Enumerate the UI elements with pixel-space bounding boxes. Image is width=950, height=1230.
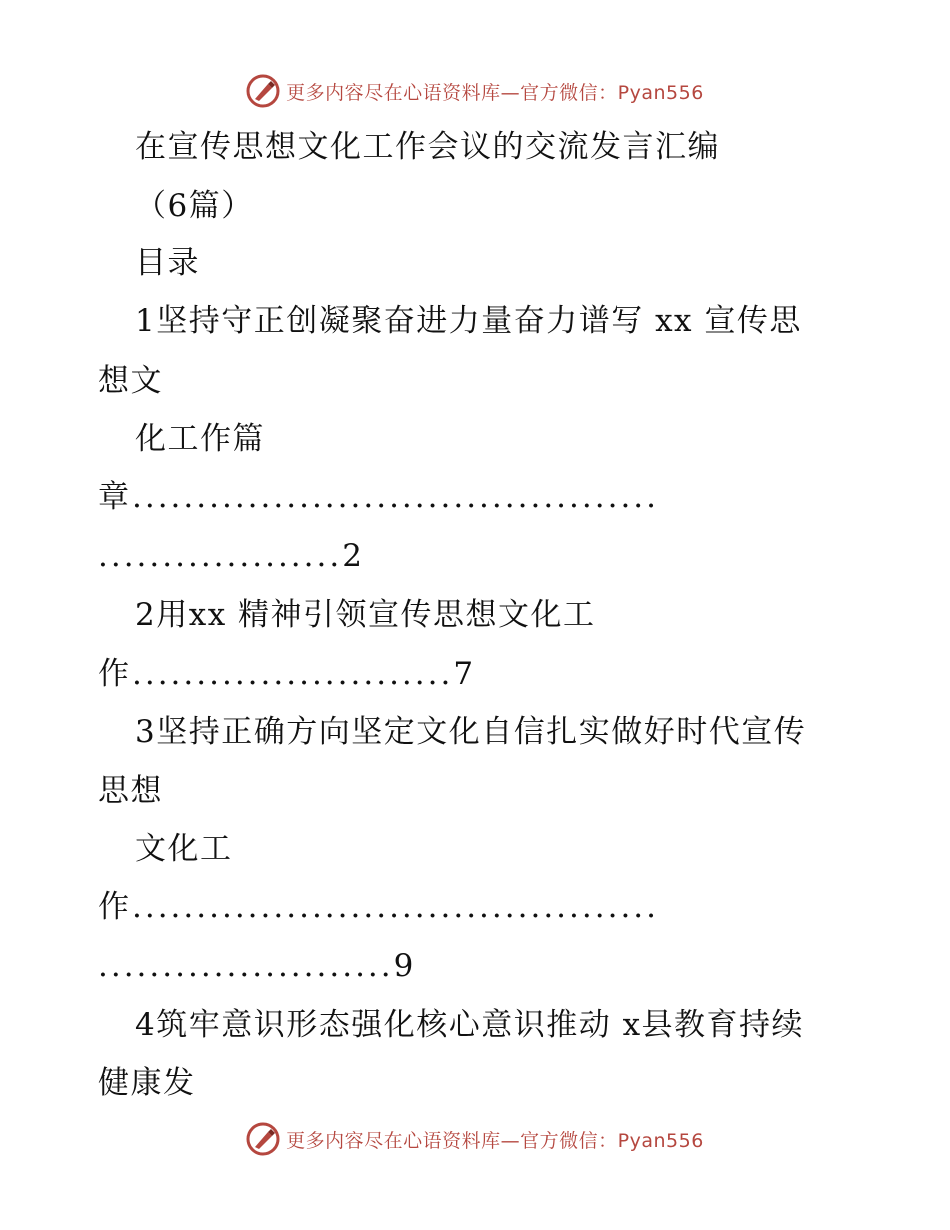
toc-entry-1-line-3: 化工作篇: [135, 421, 265, 457]
toc-entry-3-page: .......................9: [98, 948, 417, 984]
document-subtitle: （6篇）: [135, 188, 254, 224]
watermark-text: 更多内容尽在心语资料库—官方微信：Pyan556: [286, 81, 704, 104]
toc-entry-3-line-1: 3坚持正确方向坚定文化自信扎实做好时代宣传: [135, 714, 807, 750]
pen-logo-icon: [246, 1122, 280, 1156]
toc-entry-4-line-2: 健康发: [98, 1065, 196, 1101]
watermark-banner-bottom: [0, 1119, 950, 1159]
watermark-text: 更多内容尽在心语资料库—官方微信：Pyan556: [286, 1129, 704, 1152]
toc-entry-1-leader: 章.........................................: [98, 479, 660, 515]
pen-logo-icon: [246, 74, 280, 108]
watermark-banner-top: [0, 71, 950, 111]
toc-entry-2-line-1: 2用xx 精神引领宣传思想文化工: [135, 597, 596, 633]
toc-entry-1-line-1: 1坚持守正创凝聚奋进力量奋力谱写 xx 宣传思: [135, 303, 802, 339]
toc-entry-1-line-2: 想文: [98, 363, 163, 399]
toc-entry-3-line-2: 思想: [98, 773, 163, 809]
toc-entry-3-leader: 作.........................................: [98, 889, 660, 925]
toc-heading: 目录: [135, 245, 200, 281]
toc-entry-4-line-1: 4筑牢意识形态强化核心意识推动 x县教育持续: [135, 1007, 805, 1043]
toc-entry-3-line-3: 文化工: [135, 831, 233, 867]
toc-entry-2-leader: 作.........................7: [98, 656, 477, 692]
document-title: 在宣传思想文化工作会议的交流发言汇编: [135, 129, 720, 165]
toc-entry-1-page: ...................2: [98, 538, 365, 574]
